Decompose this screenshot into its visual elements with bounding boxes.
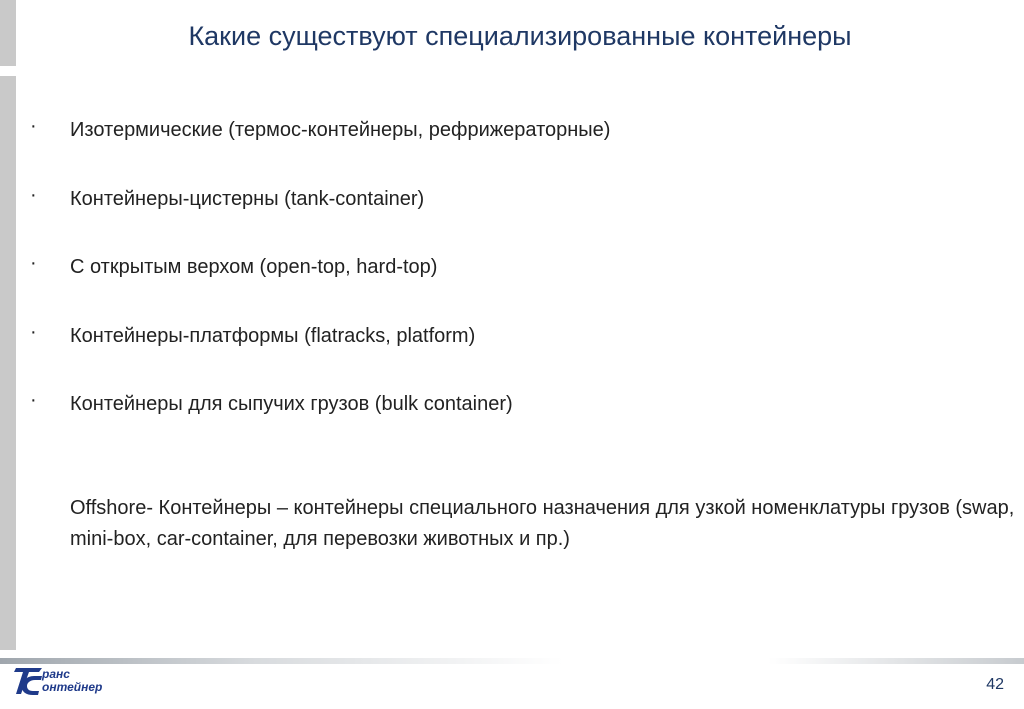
offshore-note: Offshore- Контейнеры – контейнеры специального назначения для узкой номенклатуры грузов (swap, mini-box, car-container, для перевозки животных и пр.) (70, 497, 1015, 550)
bullet-marker: · (30, 320, 37, 343)
bullet-text: Изотермические (термос-контейнеры, рефрижераторные) (70, 119, 611, 141)
transcontainer-logo-icon (12, 664, 44, 698)
bullet-marker: · (30, 183, 37, 206)
bullet-marker: · (30, 115, 37, 137)
logo-text-line1: ранс (42, 667, 70, 681)
logo-text-line2: онтейнер (42, 680, 103, 694)
left-decor-bar (0, 76, 16, 650)
transcontainer-logo (12, 664, 122, 700)
bullet-marker: · (30, 389, 37, 411)
slide-title: Какие существуют специализированные контейнеры (188, 21, 852, 51)
bullet-text: Контейнеры для сыпучих грузов (bulk container) (70, 393, 513, 415)
page-number: 42 (986, 676, 1004, 693)
bullet-text: Контейнеры-цистерны (tank-container) (70, 187, 425, 210)
bullet-text: Контейнеры-платформы (flatracks, platform) (70, 324, 476, 347)
bullet-text: С открытым верхом (open-top, hard-top) (70, 256, 438, 278)
bullet-marker: · (30, 252, 37, 274)
footer-divider (0, 658, 1024, 664)
